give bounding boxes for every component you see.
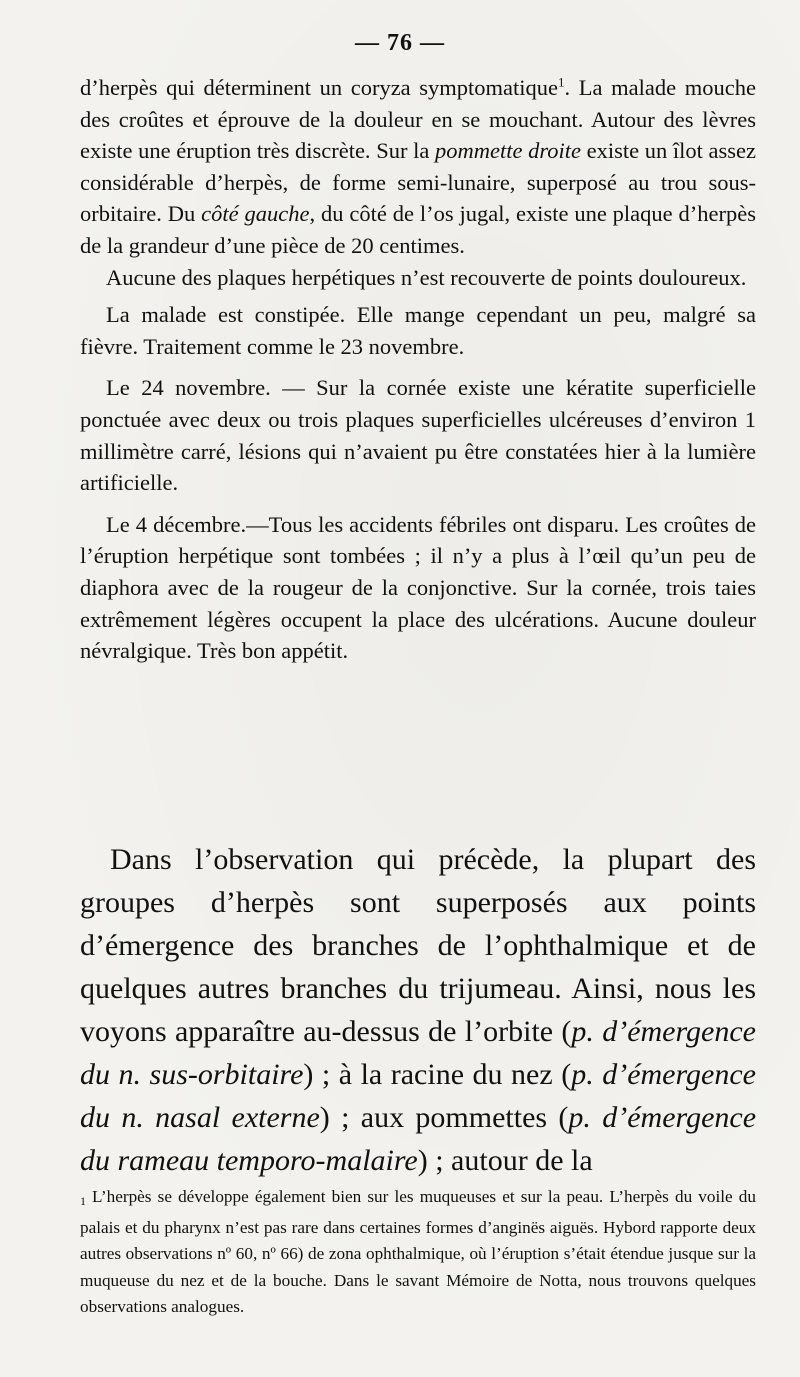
text-run: . La malade mouche des croûtes et éprouve de la douleur en se mouchant. Autour des lèvres existe une éruption très discrète. Sur la [80, 75, 756, 164]
italic-term: p. d’émergence du n. nasal externe [80, 1058, 756, 1134]
text-run: ) ; autour de la [417, 1144, 593, 1177]
commentary-paragraph [80, 838, 756, 1182]
observation-text [80, 72, 756, 667]
page-number: — 76 — [355, 30, 445, 56]
text-run: existe un îlot assez considérable d’herpès, de forme semi-lunaire, superposé au trou sous-orbitaire. Du [80, 138, 756, 227]
text-run: Dans l’observation qui précède, la plupart des groupes d’herpès sont superposés aux points d’émergence des branches de l’ophthalmique et de quelques autres branches du trijumeau. Ainsi, nous les voyons apparaître au-dessus de l’orbite ( [80, 843, 756, 1048]
paragraph-plaques: Aucune des plaques herpétiques n’est recouverte de points douloureux. [106, 264, 747, 290]
footnote-reference: 1 [558, 74, 565, 90]
italic-term: p. d’émergence du n. sus-orbitaire [80, 1015, 756, 1091]
paragraph-24-november: Le 24 novembre. — Sur la cornée existe une kératite superficielle ponctuée avec deux ou trois plaques superficielles ulcéreuses d’environ 1 millimètre carré, lésions qui n’avaient pu être constatées hier à la lumière artificielle. [80, 375, 756, 496]
text-run: d’herpès qui déterminent un coryza symptomatique [80, 75, 559, 100]
footnote-text: L’herpès se développe également bien sur les muqueuses et sur la peau. L’herpès du voile du palais et du pharynx n’est pas rare dans certaines formes d’anginës aiguës. Hybord rapporte deux autres observations nº 60, nº 66) de zona ophthalmique, où l’éruption s’était étendue jusque sur la muqueuse du nez et de la bouche. Dans le savant Mémoire de Notta, nous trouvons quelques observations analogues. [80, 1187, 756, 1316]
paragraph-4-december: Le 4 décembre.—Tous les accidents fébriles ont disparu. Les croûtes de l’éruption herpétique sont tombées ; il n’y a plus à l’œil qu’un peu de diaphora avec de la rougeur de la conjonctive. Sur la cornée, trois taies extrêmement légères occupent la place des ulcérations. Aucune douleur névralgique. Très bon appétit. [80, 511, 756, 664]
paragraph-constipation: La malade est constipée. Elle mange cependant un peu, malgré sa fièvre. Traitement comme le 23 novembre. [80, 302, 756, 359]
text-run: , du côté de l’os jugal, existe une plaque d’herpès de la grandeur d’une pièce de 20 centimes. [80, 201, 757, 258]
text-run: ) ; aux pommettes ( [319, 1101, 569, 1134]
italic-term: p. d’émergence du rameau temporo-malaire [80, 1101, 757, 1177]
paragraph-herpes-description [80, 72, 756, 262]
footnote-mark: 1 [80, 1194, 86, 1208]
italic-term: côté gauche [201, 201, 310, 227]
text-run: ) ; à la racine du nez ( [303, 1058, 572, 1091]
footnote [80, 1184, 756, 1321]
italic-term: pommette droite [434, 138, 581, 164]
